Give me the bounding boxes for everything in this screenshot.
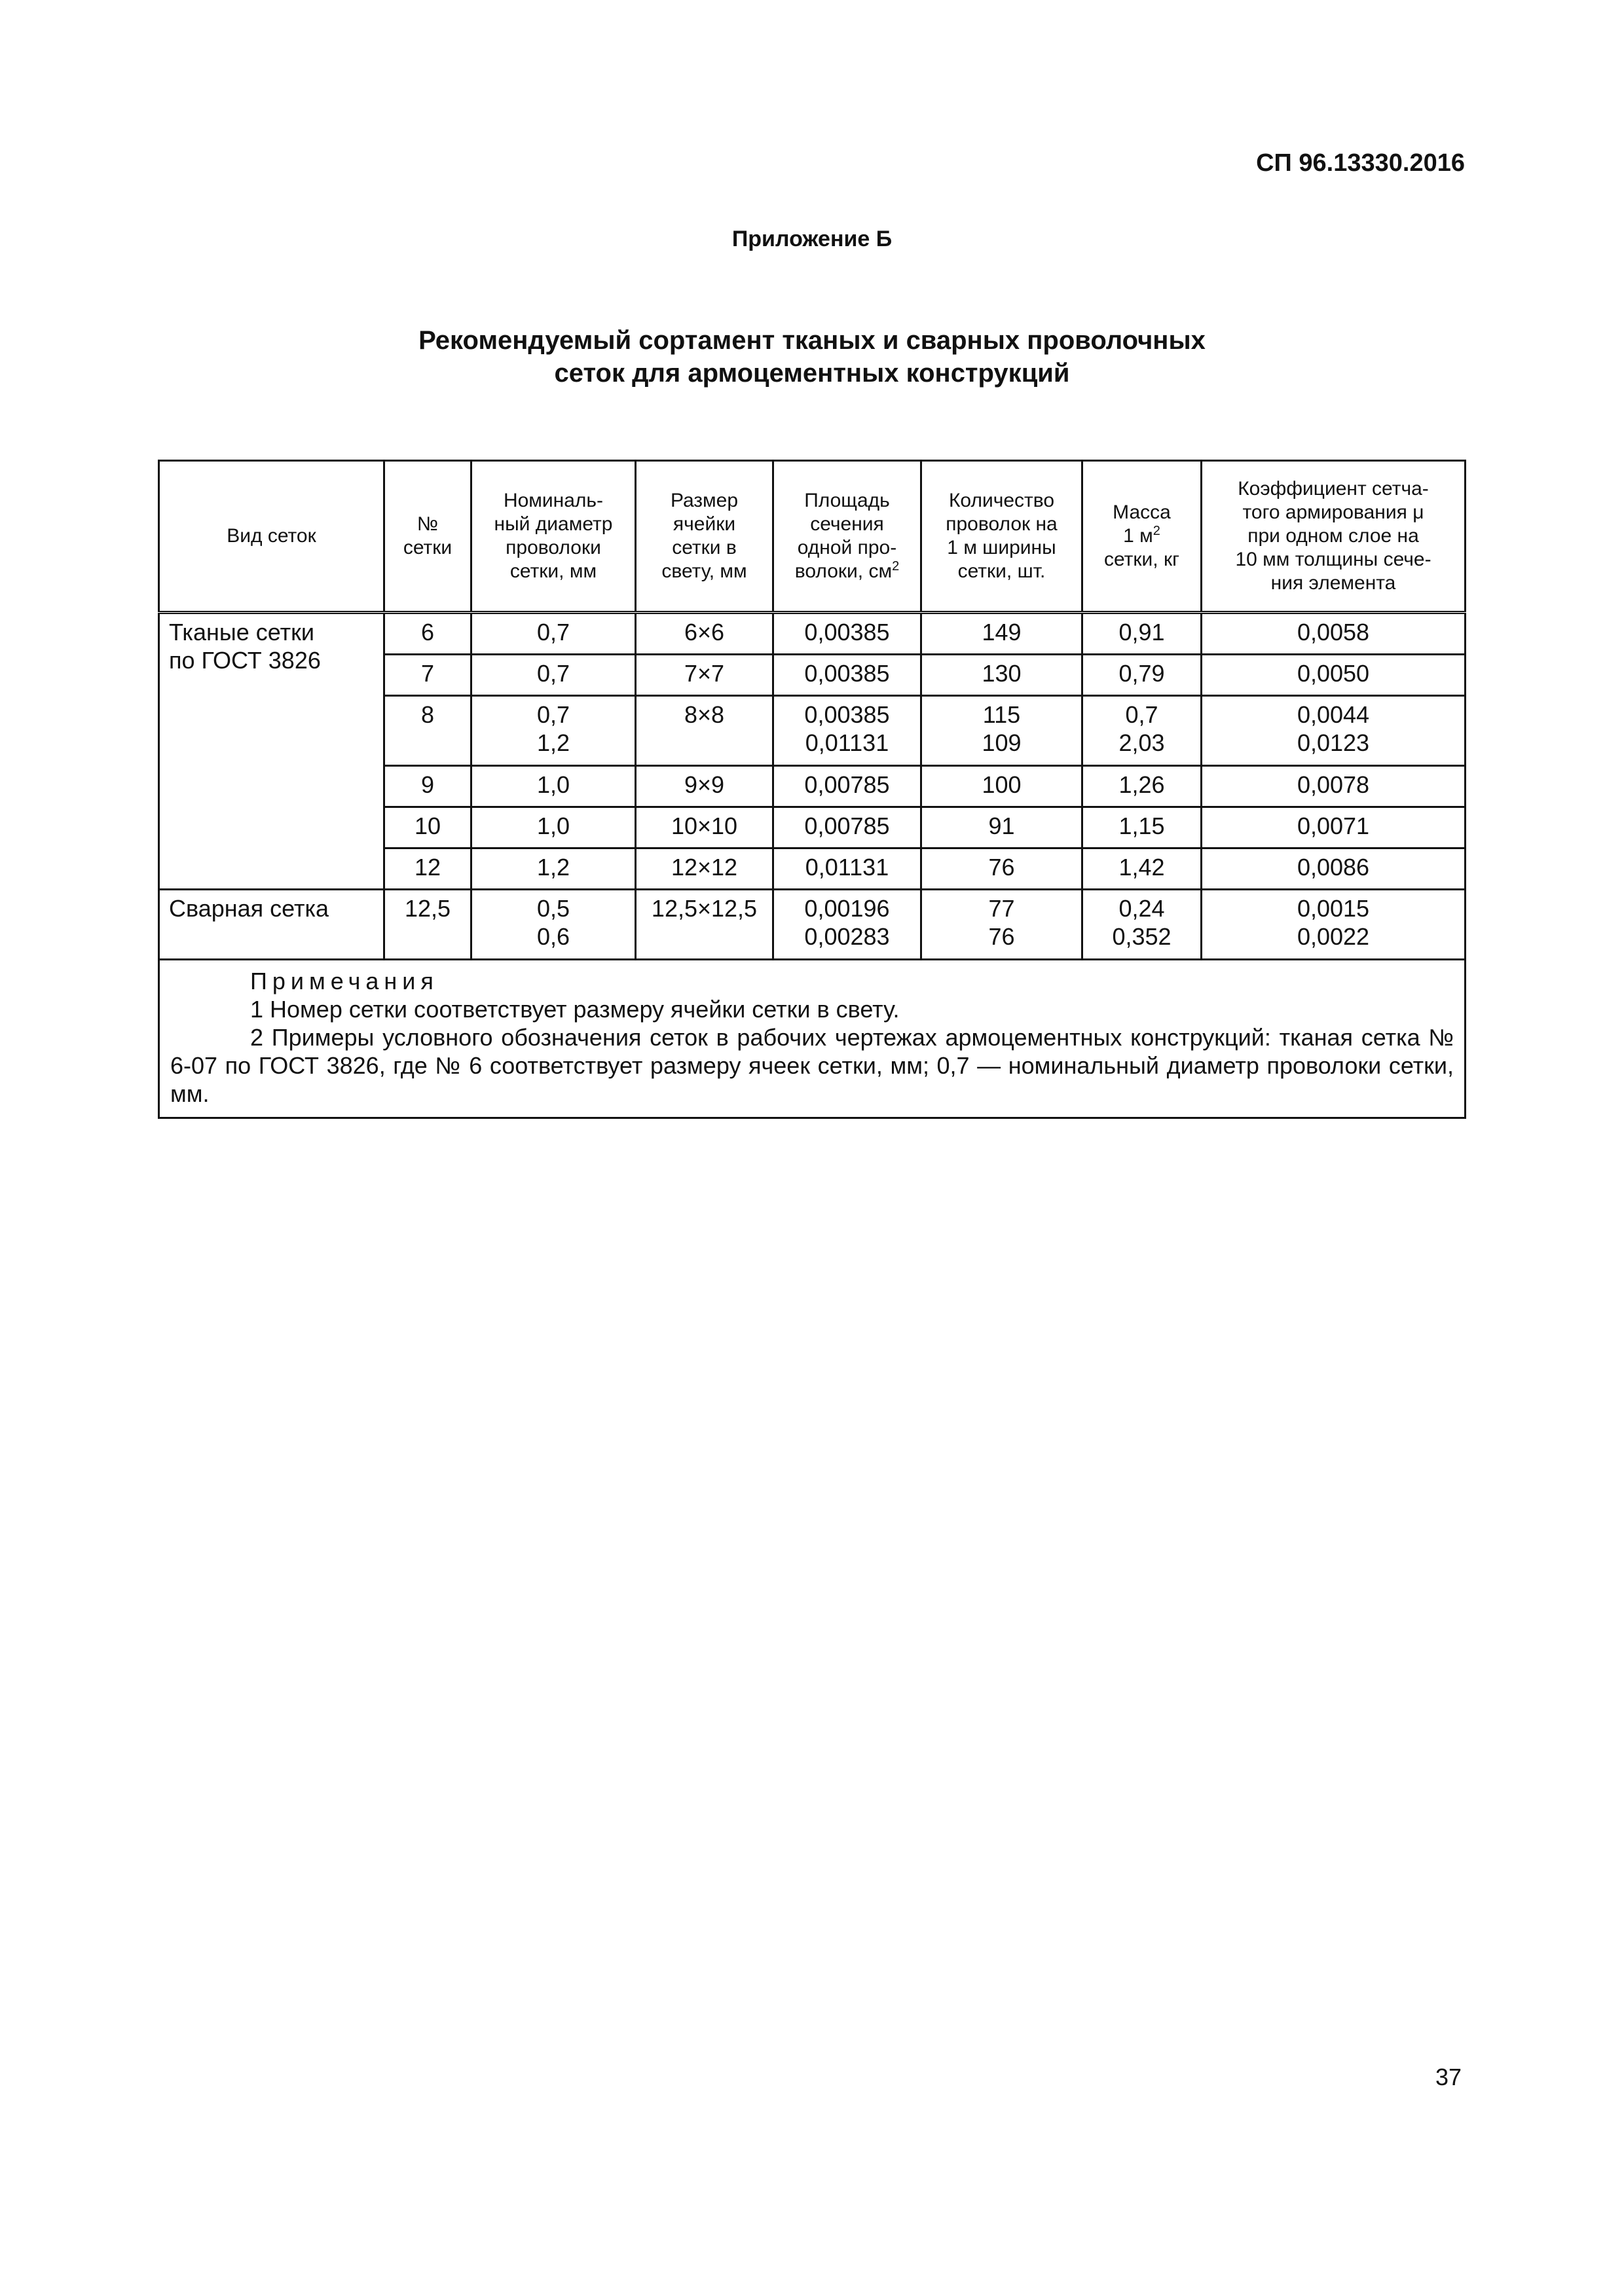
- table-row: [159, 613, 1466, 655]
- cell-number: 12,5: [384, 890, 471, 960]
- cell-diameter: 0,7: [471, 655, 636, 696]
- cell-diameter: 1,0: [471, 807, 636, 848]
- cell-size: 6×6: [636, 613, 773, 655]
- appendix-heading: Приложение Б: [731, 227, 893, 251]
- notes-row: [159, 960, 1466, 1118]
- cell-mass: 0,91: [1082, 613, 1202, 655]
- cell-area: 0,00785: [773, 807, 921, 848]
- cell-coefficient: 0,0078: [1202, 766, 1466, 807]
- group-welded: Сварная сетка: [159, 890, 384, 960]
- cell-coefficient: 0,0015 0,0022: [1202, 890, 1466, 960]
- cell-count: 115 109: [921, 696, 1082, 766]
- cell-mass: 0,7 2,03: [1082, 696, 1202, 766]
- cell-number: 8: [384, 696, 471, 766]
- cell-count: 76: [921, 848, 1082, 890]
- header-diameter: Номиналь- ный диаметр проволоки сетки, мм: [471, 461, 636, 613]
- cell-size: 12,5×12,5: [636, 890, 773, 960]
- table-notes: [159, 960, 1466, 1118]
- cell-count: 77 76: [921, 890, 1082, 960]
- group-woven: Тканые сетки по ГОСТ 3826: [159, 613, 384, 890]
- cell-diameter: 0,7 1,2: [471, 696, 636, 766]
- cell-coefficient: 0,0058: [1202, 613, 1466, 655]
- cell-area: 0,00785: [773, 766, 921, 807]
- cell-size: 7×7: [636, 655, 773, 696]
- document-code: СП 96.13330.2016: [1256, 149, 1465, 177]
- table-title-line-1: Рекомендуемый сортамент тканых и сварных проволочных: [418, 326, 1206, 355]
- cell-count: 100: [921, 766, 1082, 807]
- cell-mass: 1,15: [1082, 807, 1202, 848]
- cell-area: 0,00385 0,01131: [773, 696, 921, 766]
- cell-diameter: 0,5 0,6: [471, 890, 636, 960]
- cell-count: 130: [921, 655, 1082, 696]
- cell-area: 0,00385: [773, 655, 921, 696]
- cell-size: 10×10: [636, 807, 773, 848]
- cell-coefficient: 0,0044 0,0123: [1202, 696, 1466, 766]
- cell-coefficient: 0,0050: [1202, 655, 1466, 696]
- cell-count: 149: [921, 613, 1082, 655]
- cell-size: 9×9: [636, 766, 773, 807]
- notes-heading: Примечания: [250, 968, 439, 994]
- table-row: [159, 890, 1466, 960]
- note-1: 1 Номер сетки соответствует размеру ячейки сетки в свету.: [250, 996, 900, 1023]
- cell-number: 9: [384, 766, 471, 807]
- mesh-assortment-table: [158, 460, 1466, 1119]
- cell-mass: 1,26: [1082, 766, 1202, 807]
- table-title: [0, 324, 1624, 390]
- cell-number: 12: [384, 848, 471, 890]
- cell-coefficient: 0,0086: [1202, 848, 1466, 890]
- header-coefficient: Коэффициент сетча- того армирования μ при одном слое на 10 мм толщины сече- ния элемента: [1202, 461, 1466, 613]
- cell-size: 8×8: [636, 696, 773, 766]
- cell-number: 6: [384, 613, 471, 655]
- cell-area: 0,00385: [773, 613, 921, 655]
- page-number: 37: [1435, 2064, 1462, 2090]
- cell-diameter: 1,0: [471, 766, 636, 807]
- table-title-line-2: сеток для армоцементных конструкций: [554, 359, 1070, 388]
- cell-mass: 0,24 0,352: [1082, 890, 1202, 960]
- header-cell-size: Размер ячейки сетки в свету, мм: [636, 461, 773, 613]
- header-wire-count: Количество проволок на 1 м ширины сетки, шт.: [921, 461, 1082, 613]
- cell-size: 12×12: [636, 848, 773, 890]
- cell-number: 7: [384, 655, 471, 696]
- cell-mass: 0,79: [1082, 655, 1202, 696]
- header-mass: Масса 1 $м^2$ сетки, кг: [1082, 461, 1202, 613]
- cell-count: 91: [921, 807, 1082, 848]
- header-kind: Вид сеток: [159, 461, 384, 613]
- cell-coefficient: 0,0071: [1202, 807, 1466, 848]
- cell-number: 10: [384, 807, 471, 848]
- header-area: Площадь сечения одной про- волоки, $см^2$: [773, 461, 921, 613]
- note-2: 2 Примеры условного обозначения сеток в рабочих чертежах армоцементных конструкций: тканая сетка № 6-07 по ГОСТ 3826, где № 6 соответствует размеру ячеек сетки, мм; 0,7 — номинальный диаметр проволоки сетки, мм.: [170, 1024, 1454, 1107]
- header-row: [159, 461, 1466, 613]
- cell-area: 0,00196 0,00283: [773, 890, 921, 960]
- cell-area: 0,01131: [773, 848, 921, 890]
- cell-diameter: 0,7: [471, 613, 636, 655]
- header-number: № сетки: [384, 461, 471, 613]
- cell-mass: 1,42: [1082, 848, 1202, 890]
- cell-diameter: 1,2: [471, 848, 636, 890]
